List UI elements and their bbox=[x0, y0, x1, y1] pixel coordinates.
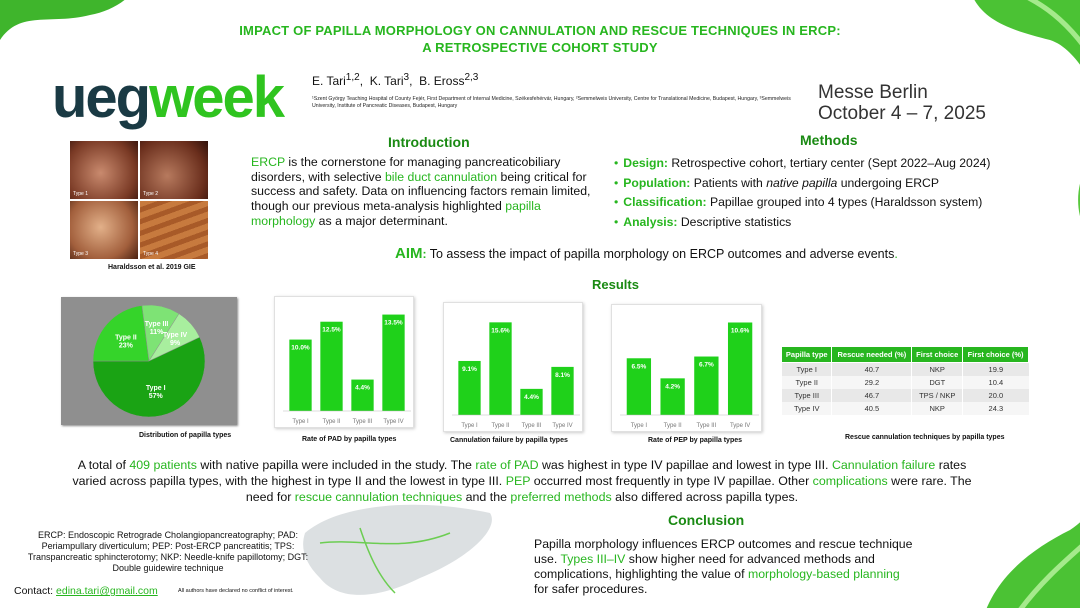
bar-value-label: 6.5% bbox=[631, 363, 647, 371]
x-tick-label: Type II bbox=[491, 423, 510, 429]
x-tick-label: Type I bbox=[461, 423, 478, 429]
intro-highlight-cannulation: bile duct cannulation bbox=[384, 169, 498, 184]
venue-place: Messe Berlin bbox=[818, 82, 928, 103]
bar-type-iii bbox=[520, 389, 542, 415]
pep-chart-caption: Rate of PEP by papilla types bbox=[648, 437, 743, 444]
methods-text: Descriptive statistics bbox=[677, 214, 792, 229]
table-row bbox=[782, 376, 1029, 389]
pad-chart-caption: Rate of PAD by papilla types bbox=[302, 436, 397, 443]
pep-bar-chart-panel bbox=[611, 304, 762, 432]
pad-bar-chart bbox=[275, 297, 415, 429]
table-row bbox=[782, 363, 1029, 377]
methods-text: Papillae grouped into 4 types (Haraldsson system) bbox=[706, 195, 983, 209]
table-cell: DGT bbox=[912, 376, 963, 389]
x-tick-label: Type II bbox=[663, 423, 682, 429]
summary-highlight: rescue cannulation techniques bbox=[294, 490, 463, 504]
x-tick-label: Type II bbox=[322, 419, 341, 425]
table-header: First choice bbox=[912, 347, 963, 363]
conclusion-text-part: show higher need for advanced methods and complications, highlighting the value of bbox=[534, 552, 875, 581]
aim-statement bbox=[395, 245, 1015, 262]
table-cell: NKP bbox=[912, 363, 963, 377]
methods-text: Retrospective cohort, tertiary center (Sept 2022–Aug 2024) bbox=[667, 156, 991, 170]
bar-value-label: 6.7% bbox=[698, 361, 714, 369]
summary-highlight: PEP bbox=[505, 474, 531, 488]
introduction-heading: Introduction bbox=[388, 134, 470, 150]
pie-chart-caption: Distribution of papilla types bbox=[139, 432, 232, 439]
decorative-blob-top-left bbox=[0, 0, 160, 60]
methods-text: Patients with bbox=[690, 175, 767, 190]
table-cell: 20.0 bbox=[963, 389, 1029, 402]
logo-ueg: ueg bbox=[52, 65, 150, 130]
pie-label: Type II bbox=[115, 334, 137, 342]
endoscopy-image-type2 bbox=[140, 141, 208, 199]
contact bbox=[14, 585, 158, 597]
pie-slice-type-ii bbox=[93, 305, 149, 361]
methods-heading: Methods bbox=[800, 132, 858, 148]
bar-type-ii bbox=[489, 322, 511, 415]
pad-bar-chart-panel bbox=[274, 296, 414, 428]
table-cell: 46.7 bbox=[832, 389, 912, 402]
title-line-2: A RETROSPECTIVE COHORT STUDY bbox=[422, 40, 658, 55]
table-cell: 24.3 bbox=[963, 402, 1029, 415]
aim-dot: . bbox=[894, 247, 898, 261]
bar-value-label: 10.0% bbox=[291, 344, 310, 352]
bar-type-iv bbox=[382, 315, 404, 411]
summary-text: A total of bbox=[77, 458, 130, 472]
cannulation-failure-chart-panel bbox=[443, 302, 583, 432]
aim-colon: : bbox=[422, 247, 427, 261]
aim-text: To assess the impact of papilla morphology on ERCP outcomes and adverse events bbox=[426, 247, 895, 261]
contact-email-link[interactable]: edina.tari@gmail.com bbox=[56, 585, 158, 597]
author-1: E. Tari bbox=[312, 74, 346, 88]
table-cell: 40.5 bbox=[832, 402, 912, 415]
methods-label: Classification: bbox=[623, 195, 707, 209]
logo-week: week bbox=[149, 65, 284, 130]
ueg-week-logo bbox=[52, 65, 284, 130]
author-2: K. Tari bbox=[369, 74, 404, 88]
methods-item-population bbox=[614, 174, 1054, 194]
x-tick-label: Type I bbox=[292, 419, 309, 425]
table-cell: 29.2 bbox=[832, 376, 912, 389]
summary-text: was highest in type IV papillae and lowest in type III. bbox=[538, 458, 832, 472]
liver-illustration bbox=[300, 498, 500, 608]
rescue-techniques-table bbox=[781, 346, 1029, 415]
cannulation-failure-bar-chart bbox=[444, 303, 584, 433]
table-cell: TPS / NKP bbox=[912, 389, 963, 402]
introduction-text bbox=[251, 155, 599, 229]
table-caption: Rescue cannulation techniques by papilla types bbox=[845, 434, 1005, 441]
x-tick-label: Type IV bbox=[729, 423, 751, 429]
aim-label: AIM bbox=[395, 245, 423, 262]
conclusion-text-part: for safer procedures. bbox=[534, 582, 648, 596]
table-cell: Type II bbox=[782, 376, 832, 389]
endoscopy-image-type3 bbox=[70, 201, 138, 259]
summary-text: also differed across papilla types. bbox=[611, 490, 799, 504]
poster-title bbox=[150, 22, 930, 56]
x-tick-label: Type III bbox=[521, 423, 542, 429]
methods-item-design bbox=[614, 154, 1054, 174]
summary-text: occurred most frequently in type IV papillae. Other bbox=[530, 474, 813, 488]
endoscopy-image-grid bbox=[70, 141, 208, 259]
table-cell: 19.9 bbox=[963, 363, 1029, 377]
pie-label: Type IV bbox=[162, 332, 188, 340]
intro-text-part: is the cornerstone for managing pancreaticobiliary disorders, with selective bbox=[251, 155, 561, 184]
bar-value-label: 4.4% bbox=[355, 384, 370, 392]
endoscopy-label: Type 3 bbox=[73, 251, 89, 257]
pep-bar-chart bbox=[612, 305, 763, 433]
methods-item-analysis bbox=[614, 213, 1054, 233]
conclusion-highlight: morphology-based planning bbox=[747, 567, 900, 581]
endoscopy-caption: Haraldsson et al. 2019 GIE bbox=[108, 264, 196, 271]
table-header-row bbox=[782, 347, 1029, 363]
table-cell: NKP bbox=[912, 402, 963, 415]
conclusion-highlight: Types III–IV bbox=[560, 552, 626, 566]
endoscopy-image-type1 bbox=[70, 141, 138, 199]
table-cell: Type III bbox=[782, 389, 832, 402]
authors: E. Tari$^{1,2}$, K. Tari$^3$, B. Eross$^{2,3}$ bbox=[312, 72, 479, 88]
bar-type-ii bbox=[320, 322, 342, 411]
x-tick-label: Type IV bbox=[383, 419, 404, 425]
methods-label: Design: bbox=[623, 156, 668, 170]
x-tick-label: Type IV bbox=[552, 423, 573, 429]
methods-label: Analysis: bbox=[623, 214, 678, 229]
methods-text-em: native papilla bbox=[766, 175, 838, 190]
table-cell: Type IV bbox=[782, 402, 832, 415]
intro-text-part: being critical for success and safety. Data on influencing factors remain limited, though our previous meta-analysis highlighted bbox=[251, 169, 591, 214]
pie-value-label: 23% bbox=[118, 342, 133, 350]
table-header: Papilla type bbox=[782, 347, 832, 363]
conclusion-text bbox=[534, 537, 914, 597]
endoscopy-label: Type 4 bbox=[143, 251, 159, 257]
bar-value-label: 15.6% bbox=[491, 327, 510, 335]
pie-chart bbox=[61, 297, 237, 425]
table-header: Rescue needed (%) bbox=[832, 347, 912, 363]
summary-text: were rare. The need for bbox=[245, 474, 972, 504]
table-row bbox=[782, 389, 1029, 402]
bar-value-label: 4.2% bbox=[665, 383, 681, 391]
bar-value-label: 10.6% bbox=[730, 327, 750, 335]
pie-chart-panel bbox=[61, 297, 237, 425]
title-line-1: IMPACT OF PAPILLA MORPHOLOGY ON CANNULATION AND RESCUE TECHNIQUES IN ERCP: bbox=[239, 23, 841, 38]
venue bbox=[818, 82, 986, 124]
pie-value-label: 11% bbox=[149, 329, 164, 337]
summary-text: rates varied across papilla types, with the highest in type II and the lowest in type III. bbox=[72, 458, 967, 488]
intro-highlight-morphology: papilla morphology bbox=[251, 199, 541, 228]
affiliations: ¹Szent György Teaching Hospital of County Fejér, First Department of Internal Medicine, Székesfehérvár, Hungary, ²Semmelweis University, Centre for Translational Medicine, Budapest, Hungary, ³Semmelweis University, Institute of Pancreatic Diseases, Budapest, Hungary bbox=[312, 96, 791, 109]
pie-value-label: 57% bbox=[148, 393, 163, 401]
summary-highlight: Cannulation failure bbox=[831, 458, 936, 472]
x-tick-label: Type III bbox=[352, 419, 373, 425]
endoscopy-label: Type 2 bbox=[143, 191, 159, 197]
summary-highlight: preferred methods bbox=[510, 490, 612, 504]
table-row bbox=[782, 402, 1029, 415]
x-tick-label: Type III bbox=[696, 423, 717, 429]
results-heading: Results bbox=[592, 277, 639, 292]
bar-value-label: 13.5% bbox=[384, 319, 403, 327]
pie-label: Type I bbox=[145, 385, 166, 393]
table-cell: 10.4 bbox=[963, 376, 1029, 389]
summary-highlight: 409 patients bbox=[129, 458, 197, 472]
x-tick-label: Type I bbox=[630, 423, 648, 429]
author-1-affil: 1,2 bbox=[345, 72, 360, 83]
bar-value-label: 12.5% bbox=[322, 326, 341, 334]
methods-label: Population: bbox=[623, 175, 691, 190]
bar-value-label: 8.1% bbox=[555, 371, 570, 379]
summary-text: with native papilla were included in the study. The bbox=[196, 458, 476, 472]
methods-item-classification bbox=[614, 193, 1054, 213]
summary-highlight: rate of PAD bbox=[475, 458, 539, 472]
venue-dates: October 4 – 7, 2025 bbox=[818, 103, 986, 124]
intro-text-part: as a major determinant. bbox=[315, 213, 448, 228]
conclusion-text-part: Papilla morphology influences ERCP outcomes and rescue technique use. bbox=[534, 537, 913, 566]
abbreviations: ERCP: Endoscopic Retrograde Cholangiopancreatography; PAD: Periampullary diverticulum; PEP: Post-ERCP pancreatitis; TPS: Transpancreatic sphincterotomy; NKP: Needle-knife papillotomy; DGT: Double guidewire technique bbox=[27, 530, 309, 573]
table-cell: 40.7 bbox=[832, 363, 912, 377]
endoscopy-image-type4 bbox=[140, 201, 208, 259]
table-cell: Type I bbox=[782, 363, 832, 377]
author-2-affil: 3 bbox=[403, 72, 410, 83]
table-header: First choice (%) bbox=[963, 347, 1029, 363]
contact-label: Contact: bbox=[14, 585, 57, 597]
endoscopy-label: Type 1 bbox=[73, 191, 89, 197]
methods-text: undergoing ERCP bbox=[837, 175, 939, 190]
summary-text: and the bbox=[462, 490, 511, 504]
bar-value-label: 9.1% bbox=[462, 365, 477, 373]
author-3-affil: 2,3 bbox=[464, 72, 479, 83]
bar-value-label: 4.4% bbox=[524, 393, 539, 401]
conflict-of-interest: All authors have declared no conflict of interest. bbox=[178, 588, 294, 594]
intro-highlight-ercp: ERCP bbox=[251, 155, 285, 169]
author-3: B. Eross bbox=[419, 74, 465, 88]
bar-type-iv bbox=[728, 322, 752, 415]
cannulation-failure-caption: Cannulation failure by papilla types bbox=[450, 437, 568, 444]
summary-highlight: complications bbox=[812, 474, 888, 488]
results-summary bbox=[72, 457, 972, 505]
conclusion-heading: Conclusion bbox=[668, 512, 745, 528]
methods-list bbox=[614, 154, 1054, 232]
pie-label: Type III bbox=[144, 321, 169, 329]
pie-value-label: 9% bbox=[169, 340, 181, 348]
